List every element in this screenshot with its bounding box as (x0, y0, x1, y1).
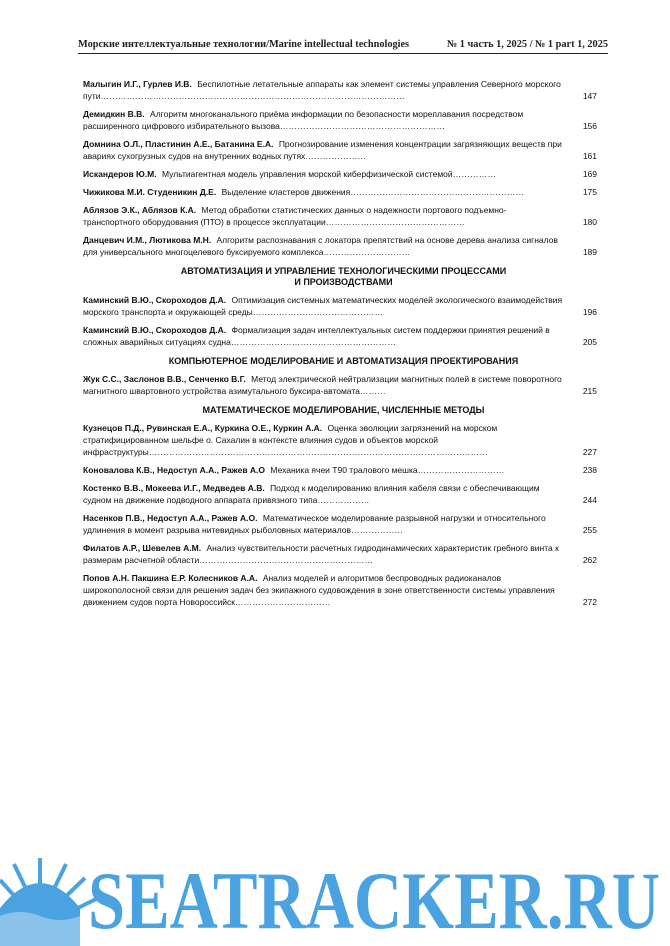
dot-leader: …………………………………………………… (350, 187, 525, 197)
toc-entry[interactable] (83, 186, 604, 198)
entry-page-number: 147 (582, 91, 597, 101)
entry-title: Алгоритм многоканального приёма информации по безопасности мореплавания посредством расширенного цифрового избирательного вызова (83, 109, 524, 131)
toc-entry-text (83, 542, 563, 566)
toc-entry-text (83, 373, 563, 397)
toc-entry-text (83, 138, 563, 162)
dot-leader: ……………………………………………………………………………………………………… (148, 447, 489, 457)
dot-leader: …………………………………………………………………………………………… (100, 91, 405, 101)
entry-page-number: 244 (582, 495, 597, 505)
entry-title: Алгоритм распознавания с локатора препятствий на основе дерева анализа сигналов для универсального многоцелевого буксируемого комплекса (83, 235, 558, 257)
entry-page-number: 161 (582, 151, 597, 161)
toc-entry[interactable] (83, 204, 604, 228)
dot-leader: ………………………………………………… (230, 337, 397, 347)
entry-authors: Коновалова К.В., Недоступ А.А., Ражев А.О (83, 465, 266, 475)
section-heading (83, 405, 604, 416)
entry-page-number: 189 (582, 247, 597, 257)
dot-leader: ……………… (317, 495, 370, 505)
entry-authors: Костенко В.В., Мокеева И.Г., Медведев А.В. (83, 483, 265, 493)
dot-leader: ………………………………………………… (279, 121, 446, 131)
entry-authors: Попов А.Н. Пакшина Е.Р. Колесников А.А. (83, 573, 258, 583)
dot-leader: ………………………………………… (325, 217, 465, 227)
toc-entry[interactable] (83, 234, 604, 258)
entry-title: Мультиагентная модель управления морской киберфизической системой (162, 169, 453, 179)
toc-entry[interactable] (83, 324, 604, 348)
section-heading-line: КОМПЬЮТЕРНОЕ МОДЕЛИРОВАНИЕ И АВТОМАТИЗАЦИЯ ПРОЕКТИРОВАНИЯ (168, 356, 519, 366)
entry-title: Беспилотные летательные аппараты как элемент системы управления Северного морского пути (83, 79, 561, 101)
dot-leader: ……… (359, 386, 386, 396)
entry-authors: Кузнецов П.Д., Рувинская Е.А., Куркина О.Е., Куркин А.А. (83, 423, 323, 433)
entry-authors: Жук С.С., Заслонов В.В., Сенченко В.Г. (83, 374, 246, 384)
entry-authors: Чижикова М.И. Студеникин Д.Е. (83, 187, 217, 197)
running-header (78, 37, 608, 54)
dot-leader: ………………………… (417, 465, 505, 475)
toc-entry[interactable] (83, 482, 604, 506)
entry-title: Математическое моделирование разрывной нагрузки и относительного удлинения в момент разрыва нитевидных рыболовных материалов (83, 513, 546, 535)
toc-entry[interactable] (83, 294, 604, 318)
toc-entry-text (83, 482, 563, 506)
entry-authors: Искандеров Ю.М. (83, 169, 157, 179)
toc-entry[interactable] (83, 464, 604, 476)
section-heading-line: АВТОМАТИЗАЦИЯ И УПРАВЛЕНИЕ ТЕХНОЛОГИЧЕСКИМИ ПРОЦЕССАМИ (180, 266, 507, 276)
toc-entry-text (83, 108, 563, 132)
toc-entry[interactable] (83, 542, 604, 566)
toc-entry[interactable] (83, 512, 604, 536)
entry-title: Анализ моделей и алгоритмов беспроводных радиоканалов широкополосной связи для решения задач без экипажного судовождения в зоне ответственности системы управления движением судов порта Новороссийск (83, 573, 555, 607)
toc-entry[interactable] (83, 373, 604, 397)
section-heading-line: И ПРОИЗВОДСТВАМИ (294, 277, 393, 287)
toc-entry-text (83, 464, 563, 476)
dot-leader: …………………………… (234, 597, 331, 607)
entry-page-number: 255 (582, 525, 597, 535)
section-heading-line: МАТЕМАТИЧЕСКОЕ МОДЕЛИРОВАНИЕ, ЧИСЛЕННЫЕ МЕТОДЫ (202, 405, 485, 415)
entry-page-number: 227 (582, 447, 597, 457)
toc-entry-text (83, 324, 563, 348)
dot-leader: ………………………… (323, 247, 411, 257)
entry-authors: Малыгин И.Г., Гурлев И.В. (83, 79, 192, 89)
toc-entry-text (83, 512, 563, 536)
entry-title: Оценка эволюции загрязнений на морском стратифицированном шельфе о. Сахалин в контексте влияния судов и объектов морской инфраструктуры (83, 423, 498, 457)
entry-page-number: 238 (582, 465, 597, 475)
toc-entry-text (83, 186, 563, 198)
entry-authors: Каминский В.Ю., Скороходов Д.А. (83, 295, 227, 305)
entry-page-number: 169 (582, 169, 597, 179)
entry-authors: Данцевич И.М., Лютикова М.Н. (83, 235, 212, 245)
toc-entry-text (83, 572, 563, 608)
entry-page-number: 175 (582, 187, 597, 197)
entry-title: Анализ чувствительности расчетных гидродинамических характеристик гребного винта к размерам расчетной области (83, 543, 559, 565)
entry-title: Оптимизация системных математических моделей экологического взаимодействия морского транспорта и окружающей среды (83, 295, 563, 317)
toc-entry[interactable] (83, 78, 604, 102)
journal-title: Морские интеллектуальные технологии/Marine intellectual technologies (78, 39, 410, 50)
dot-leader: ……………… (351, 525, 404, 535)
toc-entry[interactable] (83, 108, 604, 132)
toc-entry-text (83, 204, 563, 228)
entry-page-number: 180 (582, 217, 597, 227)
watermark-text: SEATRACKER.RU (88, 855, 660, 946)
toc-entry[interactable] (83, 168, 604, 180)
entry-authors: Демидкин В.В. (83, 109, 145, 119)
toc-entry[interactable] (83, 422, 604, 458)
toc-entry-text (83, 78, 563, 102)
toc-entry-text (83, 422, 563, 458)
entry-title: Прогнозирование изменения концентрации загрязняющих веществ при авариях сухогрузных судов на внутренних водных путях (83, 139, 562, 161)
issue-number: № 1 часть 1, 2025 / № 1 part 1, 2025 (446, 39, 608, 50)
section-heading (83, 356, 604, 367)
entry-title: Выделение кластеров движения (221, 187, 351, 197)
dot-leader: ………………… (305, 151, 367, 161)
entry-page-number: 156 (582, 121, 597, 131)
entry-authors: Насенков П.В., Недоступ А.А., Ражев А.О. (83, 513, 258, 523)
sun-logo-icon (0, 858, 98, 946)
entry-page-number: 196 (582, 307, 597, 317)
entry-page-number: 205 (582, 337, 597, 347)
dot-leader: …………… (452, 169, 497, 179)
entry-title: Подход к моделированию влияния кабеля связи с обеспечивающим судном на движение подводного аппарата привязного типа (83, 483, 540, 505)
toc-entry-text (83, 234, 563, 258)
entry-authors: Каминский В.Ю., Скороходов Д.А. (83, 325, 227, 335)
entry-authors: Филатов А.Р., Шевелев А.М. (83, 543, 202, 553)
dot-leader: ……………………………………… (252, 307, 384, 317)
table-of-contents (83, 78, 604, 614)
entry-page-number: 262 (582, 555, 597, 565)
entry-authors: Домнина О.Л., Пластинин А.Е., Батанина Е.А. (83, 139, 274, 149)
toc-entry[interactable] (83, 138, 604, 162)
entry-title: Механика ячеи Т90 тралового мешка (270, 465, 418, 475)
entry-authors: Аблязов Э.К., Аблязов К.А. (83, 205, 197, 215)
toc-entry-text (83, 168, 563, 180)
toc-entry-text (83, 294, 563, 318)
seatracker-watermark (0, 838, 670, 946)
entry-title: Метод электрической нейтрализации магнитных полей в системе поворотного магнитного швартовного устройства азимутального буксира-автомата (83, 374, 562, 396)
dot-leader: …………………………………………………… (199, 555, 374, 565)
entry-page-number: 215 (582, 386, 597, 396)
entry-page-number: 272 (582, 597, 597, 607)
entry-title: Формализация задач интеллектуальных систем поддержки принятия решений в сложных аварийных ситуациях судна (83, 325, 550, 347)
section-heading (83, 266, 604, 288)
toc-entry[interactable] (83, 572, 604, 608)
entry-title: Метод обработки статистических данных о надежности портового подъемно-транспортного оборудования (ПТО) в процессе эксплуатации (83, 205, 507, 227)
